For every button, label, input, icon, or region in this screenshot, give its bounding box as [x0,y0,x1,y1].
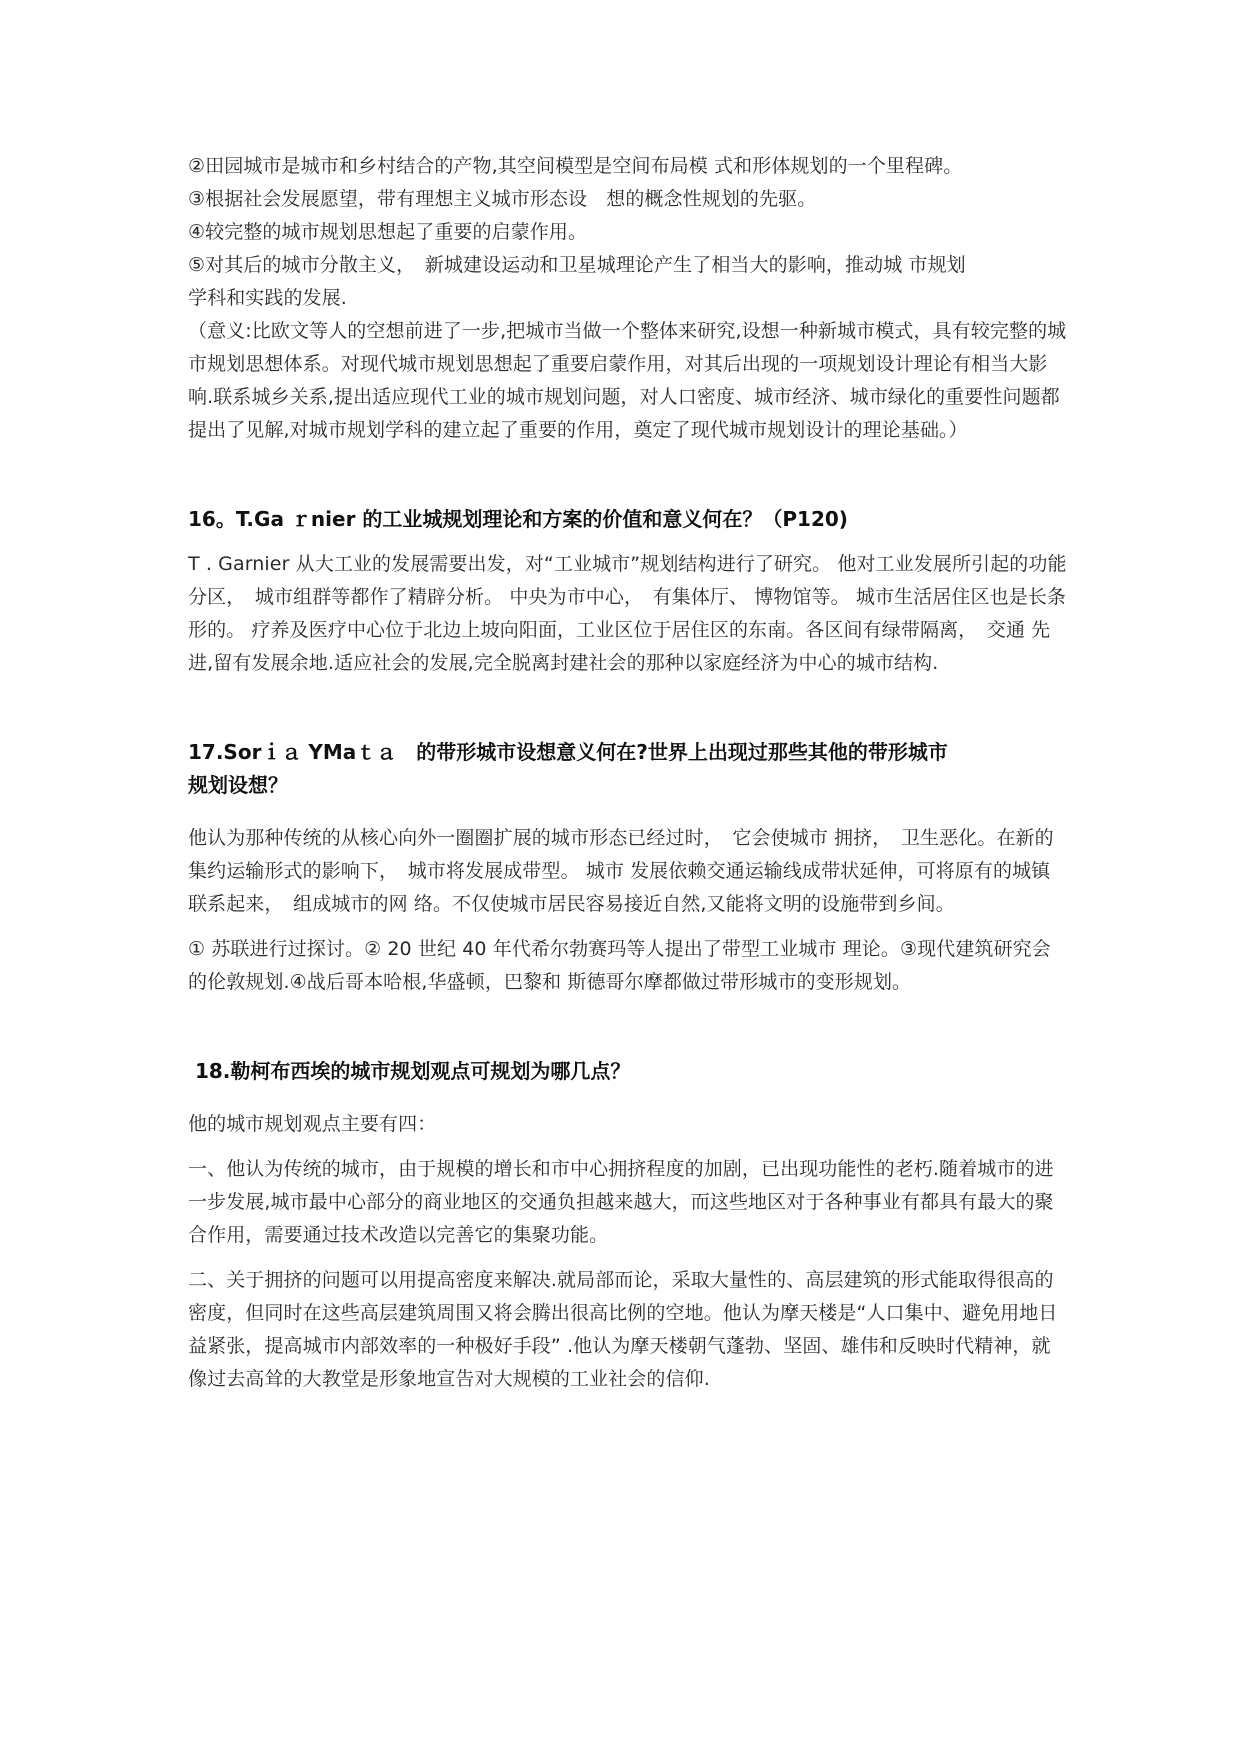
q18-heading: 18.勒柯布西埃的城市规划观点可规划为哪几点？ [188,1059,631,1083]
intro-line-2: ②田园城市是城市和乡村结合的产物,其空间模型是空间布局模 式和形体规划的一个里程碑。 [188,155,963,177]
q16-heading: 16。T.Ga ｒnier 的工业城规划理论和方案的价值和意义何在？（P120) [188,507,848,531]
intro-meaning: （意义:比欧文等人的空想前进了一步,把城市当做一个整体来研究,设想一种新城市模式，具有较完整的城市规划思想体系。对现代城市规划思想起了重要启蒙作用，对其后出现的一项规划设计理论有相当大影响.联系城乡关系,提出适应现代工业的城市规划问题，对人口密度、城市经济、城市绿化的重要性问题都提出了见解,对城市规划学科的建立起了重要的作用，奠定了现代城市规划设计的理论基础。） [188,320,1067,441]
intro-line-3: ③根据社会发展愿望，带有理想主义城市形态设 想的概念性规划的先驱。 [188,188,817,210]
q18-point2: 二、关于拥挤的问题可以用提高密度来解决.就局部而论，采取大量性的、高层建筑的形式能取得很高的密度，但同时在这些高层建筑周围又将会腾出很高比例的空地。他认为摩天楼是“人口集中、避免用地日益紧张，提高城市内部效率的一种极好手段” .他认为摩天楼朝气蓬勃、坚固、雄伟和反映时代精神，就像过去高耸的大教堂是形象地宣告对大规模的工业社会的信仰. [188,1269,1058,1390]
intro-line-5-cont: 学科和实践的发展. [188,287,347,309]
q17-heading-line1: 17.Sorｉａ YMaｔａ 的带形城市设想意义何在?世界上出现过那些其他的带形城市 [188,740,948,764]
q17-heading-line2: 规划设想？ [188,773,288,797]
page-content [188,150,1068,1396]
q18-lead: 他的城市规划观点主要有四： [188,1113,437,1135]
intro-line-5: ⑤对其后的城市分散主义， 新城建设运动和卫星城理论产生了相当大的影响，推动城 市规划 [188,254,966,276]
q18-point1: 一、他认为传统的城市，由于规模的增长和市中心拥挤程度的加剧，已出现功能性的老朽.随着城市的进一步发展,城市最中心部分的商业地区的交通负担越来越大，而这些地区对于各种事业有都具有最大的聚合作用，需要通过技术改造以完善它的集聚功能。 [188,1158,1054,1246]
q17-para1: 他认为那种传统的从核心向外一圈圈扩展的城市形态已经过时， 它会使城市 拥挤， 卫生恶化。在新的集约运输形式的影响下， 城市将发展成带型。 城市 发展依赖交通运输线成带状延伸，可将原有的城镇联系起来， 组成城市的网 络。不仅使城市居民容易接近自然,又能将文明的设施带到乡间。 [188,827,1054,915]
intro-line-4: ④较完整的城市规划思想起了重要的启蒙作用。 [188,221,588,243]
q17-para2: ① 苏联进行过探讨。② 20 世纪 40 年代希尔勃赛玛等人提出了带型工业城市 理论。③现代建筑研究会的伦敦规划.④战后哥本哈根,华盛顿，巴黎和 斯德哥尔摩都做过带形城市的变形规划。 [188,938,1051,993]
q16-body: T . Garnier 从大工业的发展需要出发，对“工业城市”规划结构进行了研究。 他对工业发展所引起的功能分区， 城市组群等都作了精辟分析。 中央为市中心， 有集体厅、 博物馆等。 城市生活居住区也是长条形的。 疗养及医疗中心位于北边上坡向阳面，工业区位于居住区的东南。各区间有绿带隔离， 交通 先进,留有发展余地.适应社会的发展,完全脱离封建社会的那种以家庭经济为中心的城市结构. [188,553,1067,674]
